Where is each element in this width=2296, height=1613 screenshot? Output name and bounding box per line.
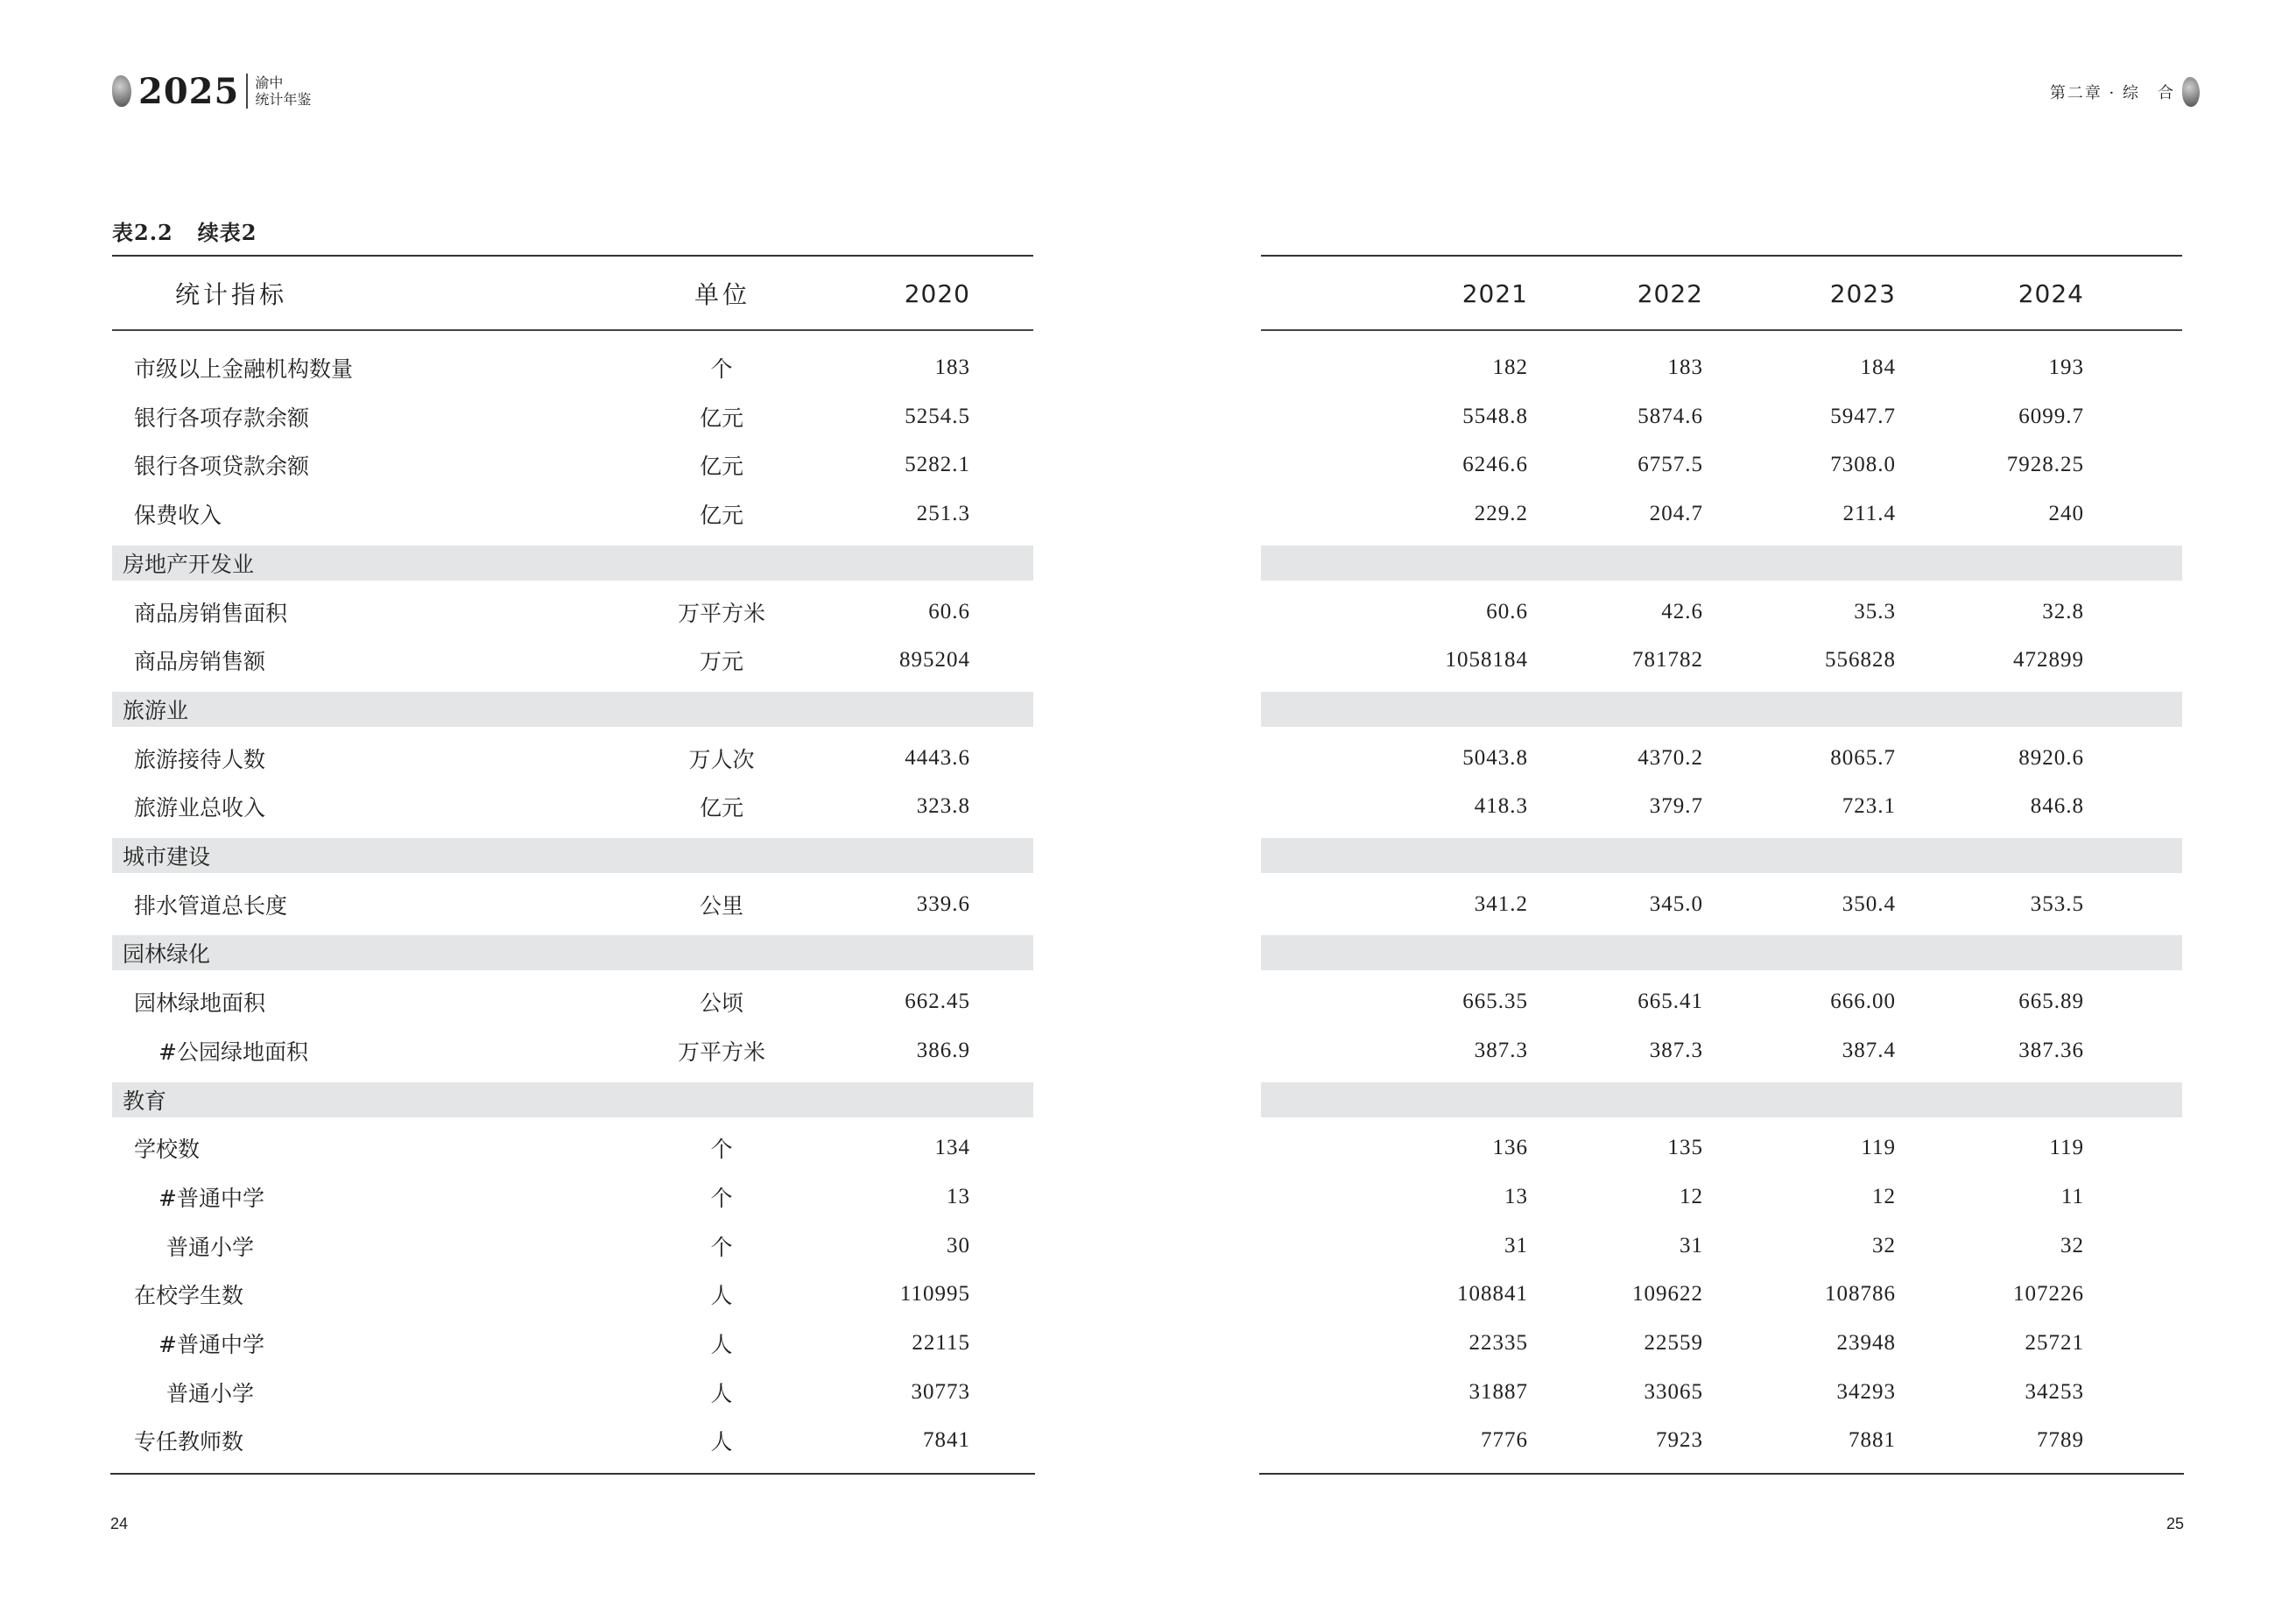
row-value: 1058184 bbox=[1445, 648, 1528, 673]
chapter-heading bbox=[2050, 77, 2200, 107]
row-value: 23948 bbox=[1836, 1331, 1896, 1355]
row-value: 781782 bbox=[1632, 648, 1703, 673]
row-value: 30 bbox=[947, 1233, 970, 1257]
table-number: 表2.2 bbox=[112, 220, 173, 245]
column-header-indicator: 统计指标 bbox=[175, 280, 288, 309]
row-label: 商品房销售面积 bbox=[134, 600, 288, 626]
row-value: 7881 bbox=[1849, 1428, 1896, 1453]
row-value: 339.6 bbox=[916, 891, 970, 916]
row-value: 7308.0 bbox=[1830, 453, 1896, 477]
row-unit: 万元 bbox=[699, 649, 743, 675]
row-label: 排水管道总长度 bbox=[134, 892, 288, 919]
row-label: 普通小学 bbox=[166, 1234, 255, 1260]
row-value: 4370.2 bbox=[1637, 745, 1703, 770]
row-unit: 万人次 bbox=[688, 746, 755, 772]
row-value: 183 bbox=[1667, 356, 1703, 379]
row-value: 60.6 bbox=[1486, 599, 1528, 623]
column-header-year: 2021 bbox=[1461, 278, 1528, 308]
row-value: 7923 bbox=[1656, 1428, 1703, 1453]
row-value: 211.4 bbox=[1842, 502, 1896, 526]
logo-book-name bbox=[255, 74, 311, 108]
yearbook-logo bbox=[112, 70, 311, 112]
row-value: 32.8 bbox=[2042, 599, 2084, 623]
row-value: 32 bbox=[2060, 1233, 2084, 1257]
section-band bbox=[112, 1082, 1033, 1117]
emblem-icon bbox=[112, 75, 131, 107]
row-value: 895204 bbox=[899, 648, 970, 673]
column-header-unit: 单位 bbox=[694, 280, 750, 309]
row-value: 182 bbox=[1492, 356, 1528, 379]
row-value: 387.36 bbox=[2018, 1038, 2084, 1062]
row-value: 229.2 bbox=[1474, 502, 1528, 526]
row-label: 银行各项贷款余额 bbox=[134, 454, 310, 480]
row-value: 556828 bbox=[1825, 648, 1896, 673]
row-value: 25721 bbox=[2025, 1331, 2084, 1355]
row-value: 5548.8 bbox=[1462, 404, 1528, 428]
table-top-rule bbox=[112, 255, 1033, 257]
section-band bbox=[112, 838, 1033, 873]
row-label: 保费收入 bbox=[134, 503, 222, 529]
row-value: 13 bbox=[947, 1184, 970, 1208]
row-value: 6757.5 bbox=[1637, 453, 1703, 477]
section-label: 园林绿化 bbox=[123, 941, 211, 968]
row-unit: 个 bbox=[710, 356, 733, 382]
row-label: 市级以上金融机构数量 bbox=[134, 356, 354, 382]
row-label: 专任教师数 bbox=[134, 1429, 244, 1455]
row-value: 183 bbox=[934, 356, 970, 379]
row-label: 在校学生数 bbox=[134, 1283, 244, 1309]
row-label: 普通小学 bbox=[166, 1380, 255, 1406]
row-value: 387.4 bbox=[1842, 1038, 1896, 1062]
row-value: 31 bbox=[1680, 1233, 1703, 1257]
row-unit: 万平方米 bbox=[677, 600, 765, 626]
section-band bbox=[1261, 546, 2182, 581]
row-value: 8920.6 bbox=[2018, 745, 2084, 770]
row-value: 136 bbox=[1492, 1136, 1528, 1160]
chapter-title: 第二章 · 综 合 bbox=[2049, 84, 2175, 102]
section-label: 旅游业 bbox=[123, 697, 189, 723]
row-unit: 人 bbox=[710, 1380, 733, 1406]
row-label: 旅游接待人数 bbox=[134, 746, 266, 772]
row-value: 7928.25 bbox=[2006, 453, 2084, 477]
row-value: 31 bbox=[1504, 1233, 1528, 1257]
table-continuation: 续表2 bbox=[197, 220, 257, 245]
row-value: 108841 bbox=[1457, 1282, 1528, 1307]
row-value: 5043.8 bbox=[1462, 745, 1528, 770]
row-value: 386.9 bbox=[916, 1038, 970, 1062]
row-value: 8065.7 bbox=[1830, 745, 1896, 770]
section-label: 教育 bbox=[123, 1088, 167, 1114]
row-value: 387.3 bbox=[1474, 1038, 1528, 1062]
row-value: 5947.7 bbox=[1830, 404, 1896, 428]
row-value: 251.3 bbox=[916, 502, 970, 526]
row-unit: 个 bbox=[710, 1185, 733, 1211]
row-value: 33065 bbox=[1644, 1379, 1703, 1404]
row-value: 7776 bbox=[1481, 1428, 1528, 1453]
row-unit: 公顷 bbox=[699, 990, 743, 1017]
row-value: 22115 bbox=[912, 1331, 970, 1355]
row-value: 665.41 bbox=[1637, 990, 1703, 1014]
section-band bbox=[112, 935, 1033, 970]
row-value: 12 bbox=[1680, 1184, 1703, 1208]
row-value: 662.45 bbox=[905, 990, 970, 1014]
row-unit: 亿元 bbox=[699, 503, 743, 529]
column-header-year: 2024 bbox=[2018, 278, 2084, 308]
row-value: 323.8 bbox=[916, 794, 970, 819]
row-unit: 人 bbox=[710, 1429, 733, 1455]
table-header-rule bbox=[1261, 329, 2182, 331]
row-unit: 人 bbox=[710, 1283, 733, 1309]
logo-book-line2: 统计年鉴 bbox=[255, 91, 312, 108]
row-unit: 个 bbox=[710, 1137, 733, 1163]
row-value: 666.00 bbox=[1830, 990, 1896, 1014]
logo-book-line1: 渝中 bbox=[255, 74, 284, 91]
row-value: 32 bbox=[1872, 1233, 1896, 1257]
table-title bbox=[112, 215, 257, 246]
row-value: 34253 bbox=[2025, 1379, 2084, 1404]
row-value: 119 bbox=[2049, 1136, 2084, 1160]
row-value: 134 bbox=[934, 1136, 970, 1160]
row-value: 31887 bbox=[1468, 1379, 1528, 1404]
row-label: 商品房销售额 bbox=[134, 649, 266, 675]
row-value: 387.3 bbox=[1649, 1038, 1703, 1062]
row-value: 7841 bbox=[923, 1428, 970, 1453]
row-value: 109622 bbox=[1632, 1282, 1703, 1307]
row-value: 665.35 bbox=[1462, 990, 1528, 1014]
row-unit: 亿元 bbox=[699, 795, 743, 821]
row-value: 11 bbox=[2060, 1184, 2084, 1208]
row-label: 旅游业总收入 bbox=[134, 795, 266, 821]
row-label: #普通中学 bbox=[158, 1332, 264, 1357]
row-value: 42.6 bbox=[1661, 599, 1703, 623]
row-label: 银行各项存款余额 bbox=[134, 405, 310, 431]
row-value: 35.3 bbox=[1854, 599, 1896, 623]
emblem-icon bbox=[2182, 77, 2200, 107]
row-label: #公园绿地面积 bbox=[158, 1039, 308, 1065]
row-value: 110995 bbox=[899, 1282, 970, 1307]
row-value: 60.6 bbox=[928, 599, 970, 623]
row-value: 204.7 bbox=[1649, 502, 1703, 526]
column-header-year: 2020 bbox=[904, 278, 970, 308]
row-value: 350.4 bbox=[1842, 891, 1896, 916]
row-label: 园林绿地面积 bbox=[134, 990, 266, 1017]
row-value: 13 bbox=[1504, 1184, 1528, 1208]
column-header-year: 2022 bbox=[1637, 278, 1703, 308]
section-band bbox=[1261, 1082, 2182, 1117]
row-value: 240 bbox=[2048, 502, 2084, 526]
row-value: 5254.5 bbox=[905, 404, 970, 428]
page-number-right: 25 bbox=[2166, 1515, 2184, 1532]
section-label: 城市建设 bbox=[123, 844, 211, 870]
row-value: 723.1 bbox=[1842, 794, 1896, 819]
page-number-left: 24 bbox=[110, 1515, 129, 1532]
row-value: 34293 bbox=[1836, 1379, 1896, 1404]
row-value: 341.2 bbox=[1474, 891, 1528, 916]
section-band bbox=[1261, 838, 2182, 873]
section-band bbox=[1261, 935, 2182, 970]
row-value: 119 bbox=[1861, 1136, 1896, 1160]
row-value: 7789 bbox=[2037, 1428, 2084, 1453]
table-bottom-rule bbox=[1259, 1473, 2184, 1475]
table-bottom-rule bbox=[110, 1473, 1035, 1475]
row-value: 6099.7 bbox=[2018, 404, 2084, 428]
row-value: 107226 bbox=[2013, 1282, 2084, 1307]
row-value: 108786 bbox=[1825, 1282, 1896, 1307]
row-value: 193 bbox=[2048, 356, 2084, 379]
row-value: 4443.6 bbox=[905, 745, 970, 770]
logo-divider bbox=[246, 74, 248, 109]
section-label: 房地产开发业 bbox=[123, 551, 255, 577]
row-value: 135 bbox=[1667, 1136, 1703, 1160]
row-value: 665.89 bbox=[2018, 990, 2084, 1014]
row-value: 30773 bbox=[911, 1379, 970, 1404]
row-unit: 亿元 bbox=[699, 405, 743, 431]
row-value: 345.0 bbox=[1649, 891, 1703, 916]
row-value: 22559 bbox=[1644, 1331, 1703, 1355]
row-value: 846.8 bbox=[2030, 794, 2084, 819]
row-unit: 公里 bbox=[699, 892, 743, 919]
row-unit: 万平方米 bbox=[677, 1039, 765, 1065]
table-top-rule bbox=[1261, 255, 2182, 257]
row-unit: 亿元 bbox=[699, 454, 743, 480]
section-band bbox=[1261, 692, 2182, 727]
row-value: 5874.6 bbox=[1637, 404, 1703, 428]
row-value: 22335 bbox=[1468, 1331, 1528, 1355]
row-value: 184 bbox=[1860, 356, 1896, 379]
row-value: 472899 bbox=[2013, 648, 2084, 673]
column-header-year: 2023 bbox=[1829, 278, 1896, 308]
row-value: 12 bbox=[1872, 1184, 1896, 1208]
section-band bbox=[112, 692, 1033, 727]
row-unit: 人 bbox=[710, 1332, 733, 1357]
logo-year: 2025 bbox=[138, 70, 240, 112]
row-value: 379.7 bbox=[1649, 794, 1703, 819]
row-label: 学校数 bbox=[134, 1137, 201, 1163]
row-value: 353.5 bbox=[2030, 891, 2084, 916]
row-label: #普通中学 bbox=[158, 1185, 264, 1211]
table-header-rule bbox=[112, 329, 1033, 331]
row-value: 418.3 bbox=[1474, 794, 1528, 819]
row-value: 6246.6 bbox=[1462, 453, 1528, 477]
row-unit: 个 bbox=[710, 1234, 733, 1260]
row-value: 5282.1 bbox=[905, 453, 970, 477]
